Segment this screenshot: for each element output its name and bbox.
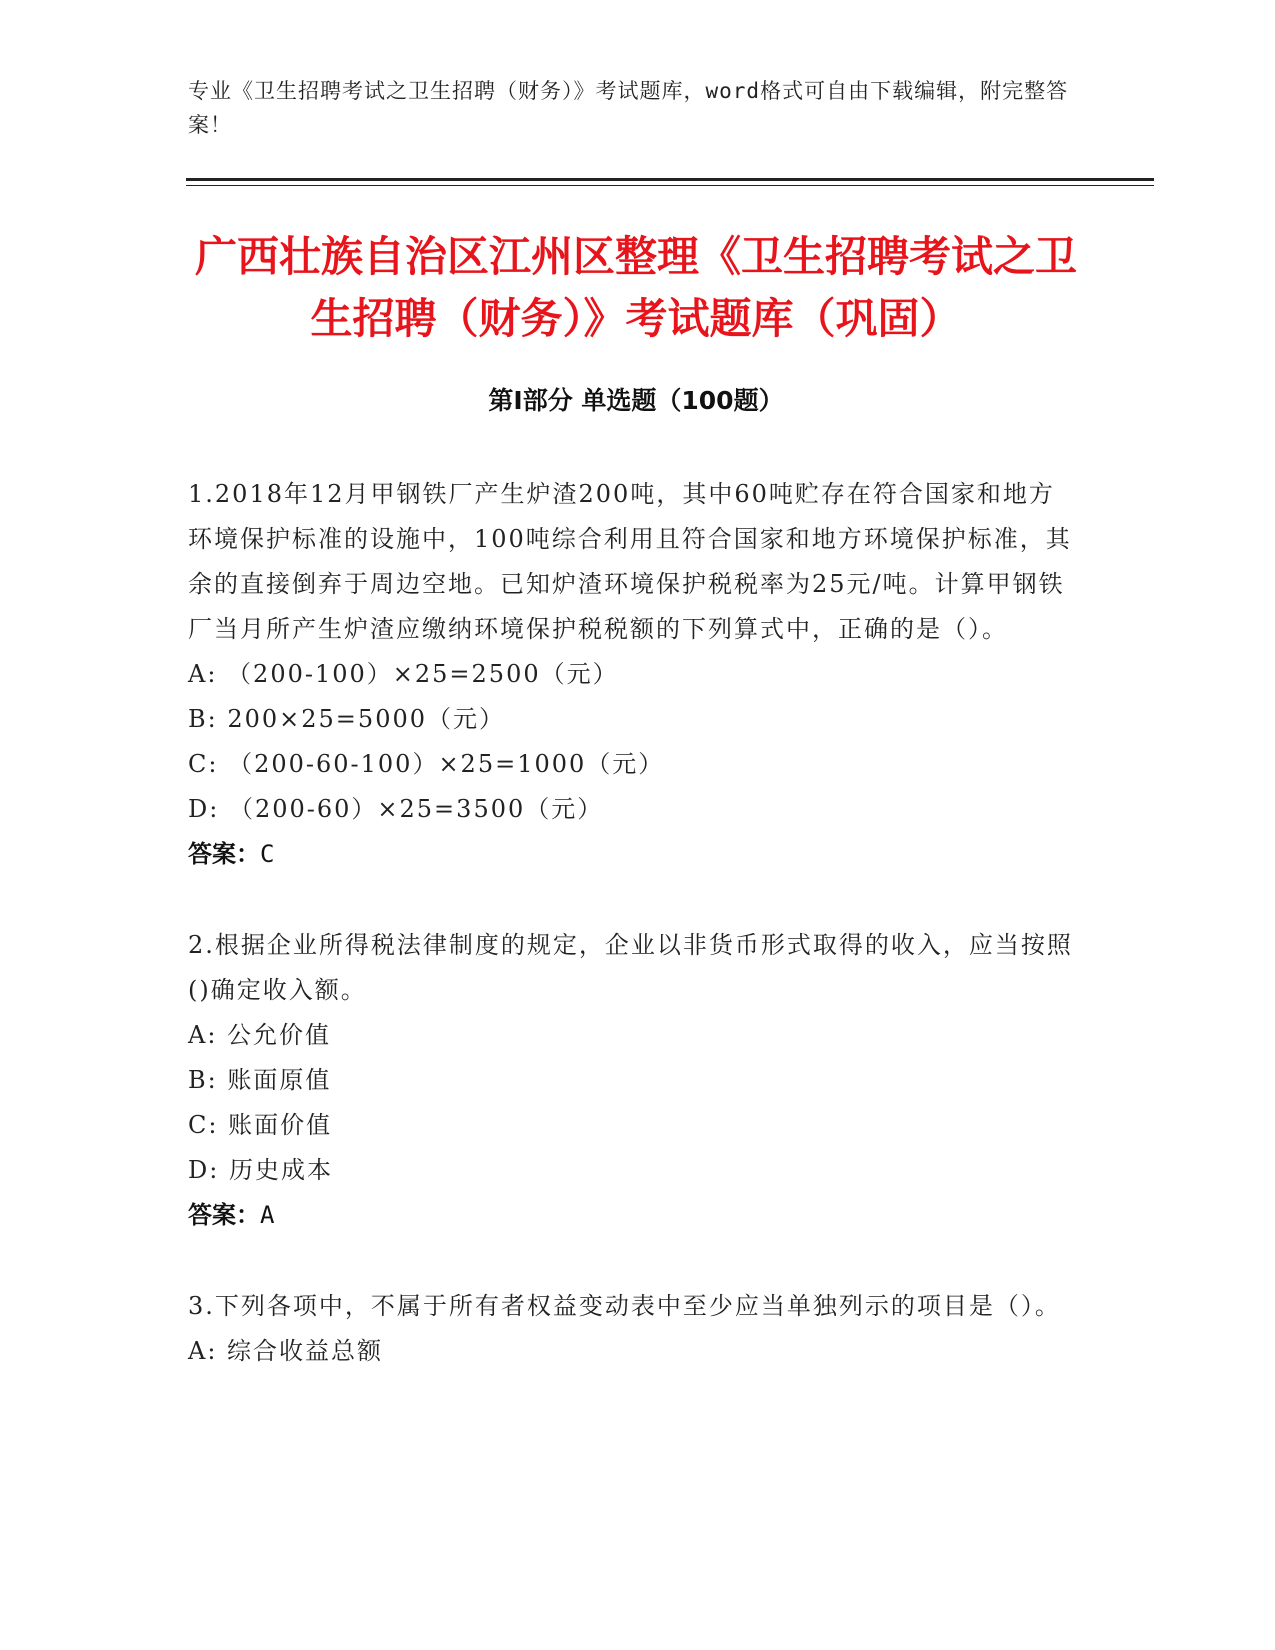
option-c: C: 账面价值 xyxy=(188,1111,333,1139)
option-d: D: 历史成本 xyxy=(188,1156,333,1184)
answer-value: A xyxy=(260,1201,275,1229)
question-text: 2.根据企业所得税法律制度的规定，企业以非货币形式取得的收入，应当按照()确定收入额。 xyxy=(188,931,1073,1004)
question-3 xyxy=(188,1284,1078,1374)
answer-line xyxy=(188,1193,1078,1238)
option-c: C: （200-60-100）×25=1000（元） xyxy=(188,750,665,778)
question-2 xyxy=(188,923,1078,1238)
option-b: B: 账面原值 xyxy=(188,1066,332,1094)
header-divider-thin xyxy=(186,185,1154,186)
question-list xyxy=(188,472,1078,1420)
header-note: 专业《卫生招聘考试之卫生招聘（财务）》考试题库，word格式可自由下载编辑，附完整答案！ xyxy=(188,79,1069,137)
option-a: A: 综合收益总额 xyxy=(188,1337,384,1365)
answer-line xyxy=(188,832,1078,877)
header-divider-thick xyxy=(186,178,1154,181)
option-a: A: （200-100）×25=2500（元） xyxy=(188,660,619,688)
answer-label: 答案： xyxy=(188,1201,260,1229)
section-title: 第Ⅰ部分 单选题（100题） xyxy=(488,386,784,415)
option-a: A: 公允价值 xyxy=(188,1021,332,1049)
answer-label: 答案： xyxy=(188,840,260,868)
option-b: B: 200×25=5000（元） xyxy=(188,705,505,733)
question-text: 3.下列各项中，不属于所有者权益变动表中至少应当单独列示的项目是（）。 xyxy=(188,1292,1061,1320)
answer-value: C xyxy=(260,840,275,868)
document-title: 广西壮族自治区江州区整理《卫生招聘考试之卫生招聘（财务）》考试题库（巩固） xyxy=(194,232,1077,343)
question-text: 1.2018年12月甲钢铁厂产生炉渣200吨，其中60吨贮存在符合国家和地方环境保护标准的设施中，100吨综合利用且符合国家和地方环境保护标准，其余的直接倒弃于周边空地。已知炉渣环境保护税税率为25元/吨。计算甲钢铁厂当月所产生炉渣应缴纳环境保护税税额的下列算式中，正确的是（）。 xyxy=(188,480,1072,643)
question-1 xyxy=(188,472,1078,877)
option-d: D: （200-60）×25=3500（元） xyxy=(188,795,604,823)
